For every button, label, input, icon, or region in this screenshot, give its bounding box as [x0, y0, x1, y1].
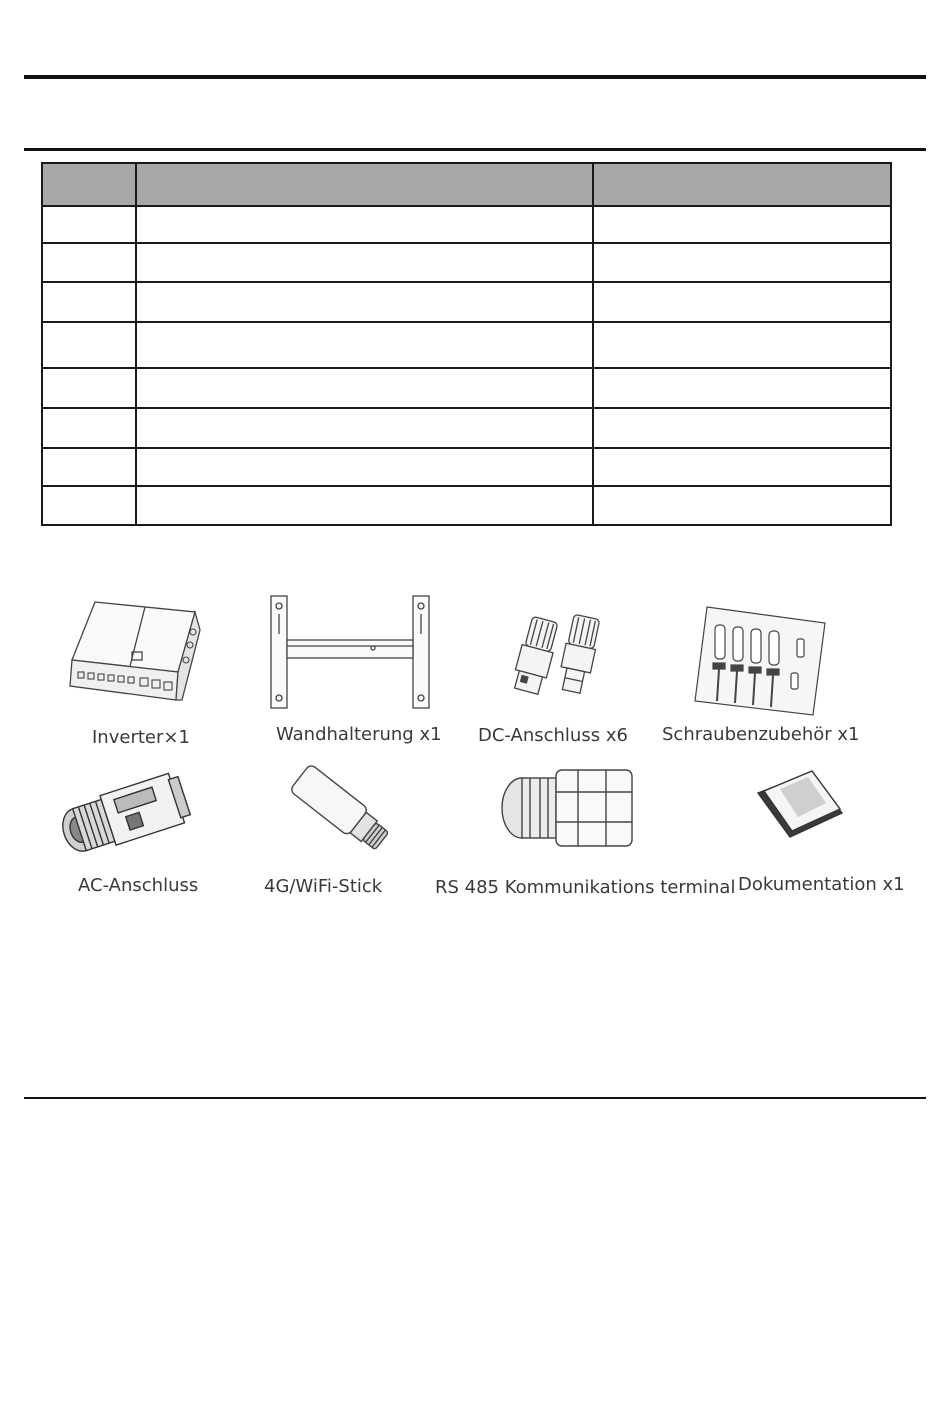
- item-ac-connector: [56, 755, 191, 855]
- table-row: [42, 322, 891, 368]
- item-dc-connector: [498, 615, 608, 700]
- wall-bracket-icon: [265, 594, 435, 714]
- table-row: [42, 408, 891, 448]
- item-screw-kit: [693, 603, 828, 718]
- table-header-row: [42, 163, 891, 206]
- item-inverter: [60, 600, 210, 710]
- header-cell-no: [42, 163, 136, 206]
- caption-wall-bracket: Wandhalterung x1: [276, 724, 442, 745]
- item-documentation: [754, 765, 846, 845]
- item-wifi-stick: [278, 755, 403, 850]
- wifi-stick-icon: [278, 755, 403, 850]
- caption-dc-connector: DC-Anschluss x6: [478, 725, 628, 746]
- inverter-icon: [60, 600, 210, 710]
- screw-kit-icon: [693, 603, 828, 718]
- section-rule: [24, 148, 926, 151]
- table-row: [42, 243, 891, 282]
- caption-ac-connector: AC-Anschluss: [78, 875, 199, 896]
- rs485-terminal-icon: [498, 762, 640, 854]
- caption-screw-kit: Schraubenzubehör x1: [662, 724, 860, 745]
- table-row: [42, 448, 891, 486]
- caption-inverter: Inverter×1: [92, 727, 190, 748]
- table-row: [42, 282, 891, 322]
- header-cell-name: [136, 163, 593, 206]
- table-row: [42, 368, 891, 408]
- table-row: [42, 486, 891, 525]
- header-cell-qty: [593, 163, 891, 206]
- caption-wifi-stick: 4G/WiFi-Stick: [264, 876, 383, 897]
- table-row: [42, 206, 891, 243]
- documentation-icon: [754, 765, 846, 845]
- parts-table: [41, 162, 892, 526]
- item-wall-bracket: [265, 594, 435, 714]
- ac-connector-icon: [56, 755, 191, 855]
- item-rs485-terminal: [498, 762, 640, 854]
- caption-rs485-terminal: RS 485 Kommunikations terminal: [435, 877, 736, 898]
- dc-connector-icon: [498, 615, 608, 700]
- top-rule: [24, 75, 926, 79]
- bottom-rule: [24, 1097, 926, 1099]
- caption-documentation: Dokumentation x1: [738, 874, 905, 895]
